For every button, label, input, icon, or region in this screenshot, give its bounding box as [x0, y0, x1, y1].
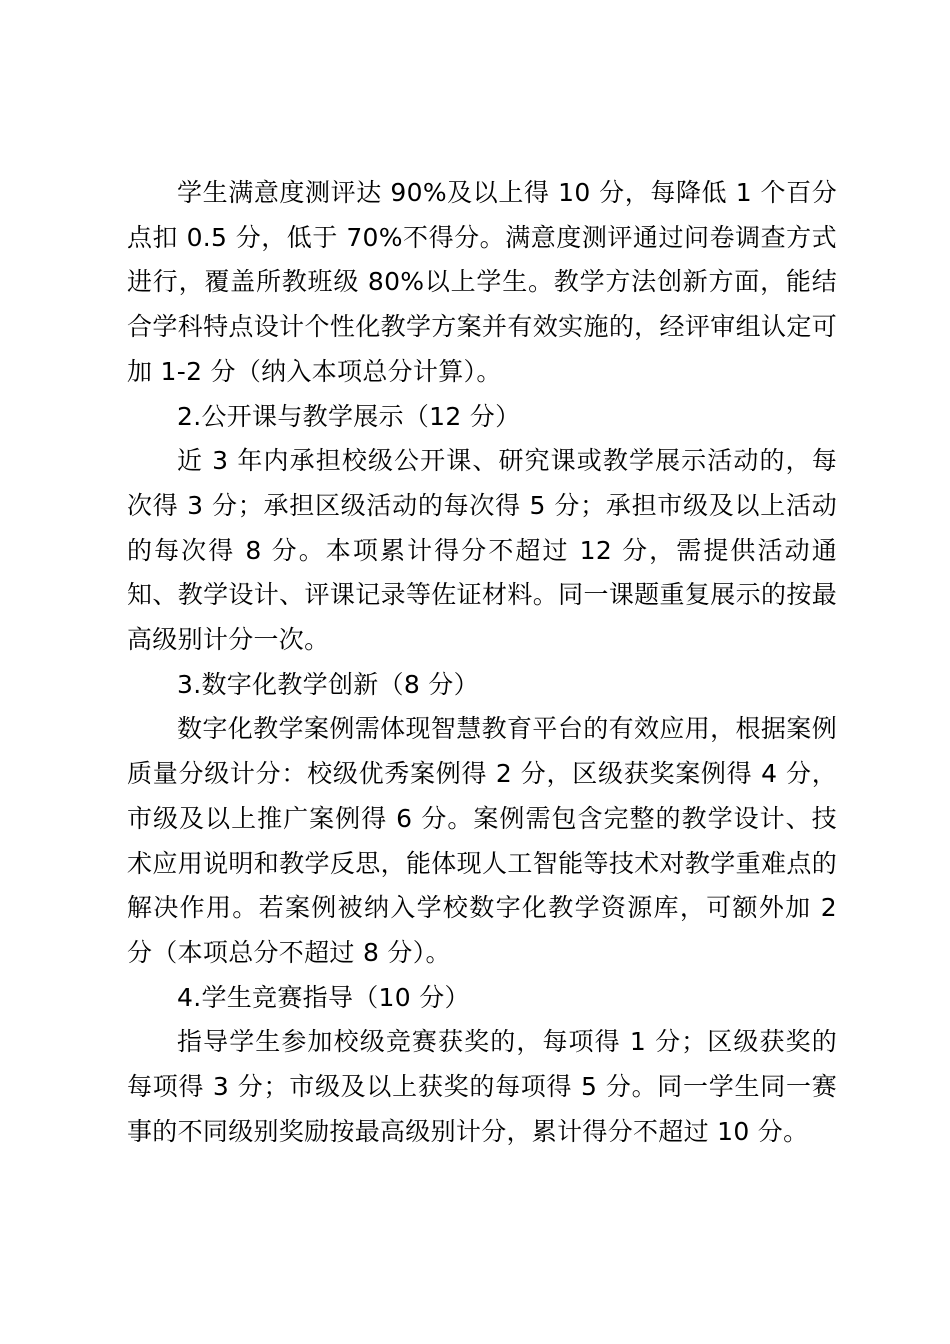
section-heading-digital-teaching: 3.数字化教学创新（8 分） [177, 669, 479, 699]
section-heading-competition: 4.学生竞赛指导（10 分） [177, 982, 470, 1012]
paragraph-satisfaction: 学生满意度测评达 90%及以上得 10 分，每降低 1 个百分点扣 0.5 分，低于 70%不得分。满意度测评通过问卷调查方式进行，覆盖所教班级 80%以上学生。教学方法创新方面，能结合学科特点设计个性化教学方案并有效实施的，经评审组认定可加 1-2 分（纳入本项总分计算）。 [127, 178, 837, 386]
paragraph-digital-teaching: 数字化教学案例需体现智慧教育平台的有效应用，根据案例质量分级计分：校级优秀案例得 2 分，区级获奖案例得 4 分，市级及以上推广案例得 6 分。案例需包含完整的教学设计、技术应用说明和教学反思，能体现人工智能等技术对教学重难点的解决作用。若案例被纳入学校数字化教学资源库，可额外加 2 分（本项总分不超过 8 分）。 [127, 714, 837, 967]
paragraph-competition: 指导学生参加校级竞赛获奖的，每项得 1 分；区级获奖的每项得 3 分；市级及以上获奖的每项得 5 分。同一学生同一赛事的不同级别奖励按最高级别计分，累计得分不超过 10 分。 [127, 1027, 837, 1146]
document-body [127, 171, 837, 1154]
paragraph-open-class: 近 3 年内承担校级公开课、研究课或教学展示活动的，每次得 3 分；承担区级活动的每次得 5 分；承担市级及以上活动的每次得 8 分。本项累计得分不超过 12 分，需提供活动通知、教学设计、评课记录等佐证材料。同一课题重复展示的按最高级别计分一次。 [127, 446, 837, 655]
section-heading-open-class: 2.公开课与教学展示（12 分） [177, 401, 521, 431]
